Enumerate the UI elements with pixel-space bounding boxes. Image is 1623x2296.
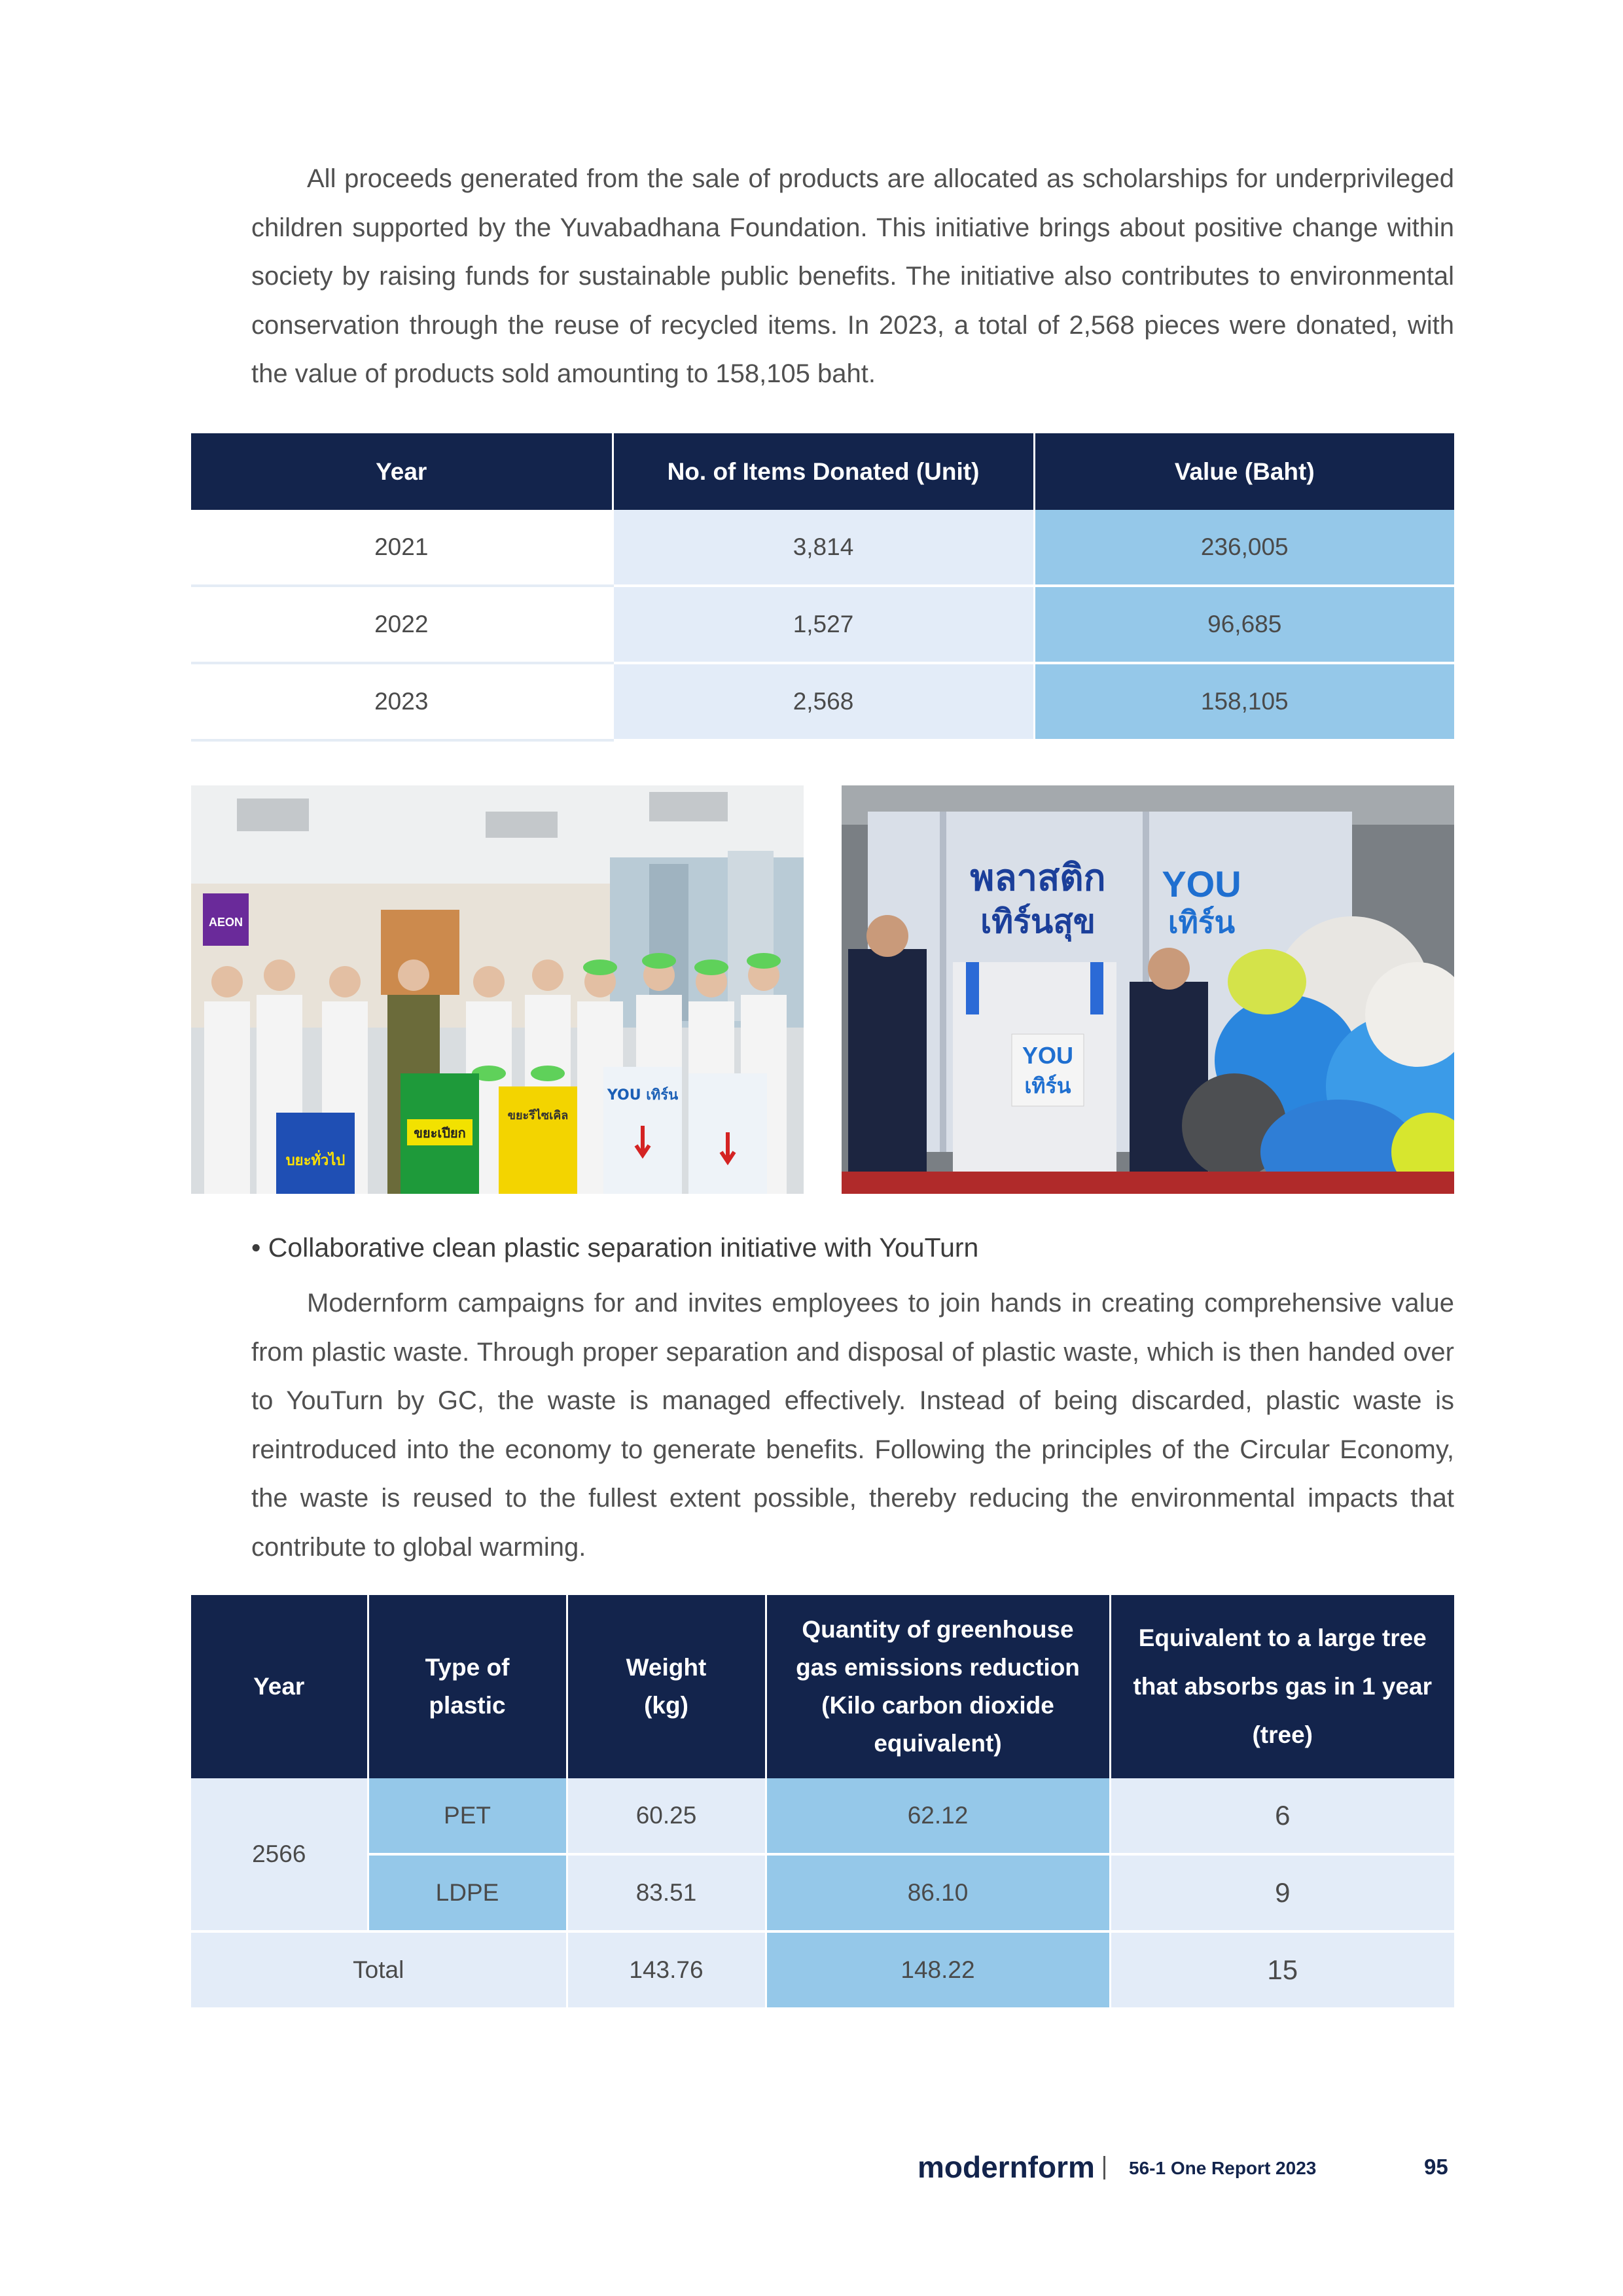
cell-year: 2022: [191, 586, 613, 663]
table-header-row: [191, 1595, 1454, 1778]
table-row: [191, 663, 1454, 740]
sign-general-waste: บยะทั่วไป: [285, 1153, 346, 1169]
group-photo: [191, 785, 804, 1194]
cell-value: 236,005: [1034, 510, 1454, 586]
section-paragraph: Modernform campaigns for and invites employees to join hands in creating comprehensive value from plastic waste. Through proper separation and disposal of plastic waste, which is then handed over to YouTurn by GC, the waste is managed effectively. Instead of being discarded, plastic waste is reintroduced into the economy to generate benefits. Following the principles of the Circular Economy, the waste is reused to the fullest extent possible, thereby reducing the environmental impacts that contribute to global warming.: [251, 1289, 1454, 1562]
table-row: [191, 1854, 1454, 1931]
cell-weight: 83.51: [567, 1854, 766, 1931]
bag-brand-turn: เทิร์น: [1024, 1073, 1071, 1098]
table-row: [191, 586, 1454, 663]
truck-text-happiness: เทิร์นสุข: [980, 903, 1096, 941]
cell-items: 1,527: [613, 586, 1034, 663]
cell-ghg: 62.12: [766, 1778, 1110, 1854]
footer-brand-logo: modernform: [918, 2150, 1095, 2184]
cell-total-label: Total: [191, 1931, 567, 2009]
cell-weight: 60.25: [567, 1778, 766, 1854]
cell-trees: 9: [1110, 1854, 1454, 1931]
cell-items: 2,568: [613, 663, 1034, 740]
cell-total-trees: 15: [1110, 1931, 1454, 2009]
box-brand-text: YOU เทิร์น: [607, 1087, 679, 1103]
header-ghg: Quantity of greenhouse gas emissions reduction (Kilo carbon dioxide equivalent): [766, 1595, 1110, 1778]
cell-year: 2023: [191, 663, 613, 740]
header-weight: Weight (kg): [567, 1595, 766, 1778]
cell-year: 2021: [191, 510, 613, 586]
cell-items: 3,814: [613, 510, 1034, 586]
table-total-row: [191, 1931, 1454, 2009]
sign-recycle-waste: ขยะรีไซเคิล: [507, 1109, 569, 1122]
page-number: 95: [1424, 2155, 1448, 2179]
cell-total-weight: 143.76: [567, 1931, 766, 2009]
table-header-row: [191, 433, 1454, 510]
section-bullet-title: • Collaborative clean plastic separation initiative with YouTurn: [251, 1232, 979, 1263]
cell-year: 2566: [191, 1778, 368, 1931]
cell-trees: 6: [1110, 1778, 1454, 1854]
intro-paragraph: All proceeds generated from the sale of products are allocated as scholarships for underprivileged children supported by the Yuvabadhana Foundation. This initiative brings about positive change within society by raising funds for sustainable public benefits. The initiative also contributes to environmental conservation through the reuse of recycled items. In 2023, a total of 2,568 pieces were donated, with the value of products sold amounting to 158,105 baht.: [251, 164, 1454, 388]
cell-value: 158,105: [1034, 663, 1454, 740]
header-items-donated: No. of Items Donated (Unit): [613, 433, 1034, 510]
bag-brand-you: YOU: [1022, 1042, 1074, 1069]
table-row: [191, 1778, 1454, 1854]
truck-photo: [842, 785, 1454, 1194]
truck-brand-you: YOU: [1162, 863, 1241, 905]
cell-ghg: 86.10: [766, 1854, 1110, 1931]
header-value: Value (Baht): [1034, 433, 1454, 510]
header-year: Year: [191, 433, 613, 510]
cell-type: LDPE: [368, 1854, 567, 1931]
footer-report-title: 56-1 One Report 2023: [1129, 2158, 1317, 2178]
sign-wet-waste: ขยะเปียก: [414, 1125, 466, 1141]
truck-brand-turn: เทิร์น: [1168, 905, 1236, 940]
cell-value: 96,685: [1034, 586, 1454, 663]
donation-table: [191, 433, 1454, 742]
footer-divider: [1103, 2156, 1105, 2179]
header-trees: Equivalent to a large tree that absorbs gas in 1 year (tree): [1110, 1595, 1454, 1778]
truck-text-plastic: พลาสติก: [970, 857, 1106, 899]
cell-total-ghg: 148.22: [766, 1931, 1110, 2009]
aeon-logo-text: AEON: [208, 916, 243, 929]
cell-type: PET: [368, 1778, 567, 1854]
table-row: [191, 510, 1454, 586]
header-type: Type of plastic: [368, 1595, 567, 1778]
plastic-table: [191, 1595, 1454, 2010]
header-year: Year: [191, 1595, 368, 1778]
